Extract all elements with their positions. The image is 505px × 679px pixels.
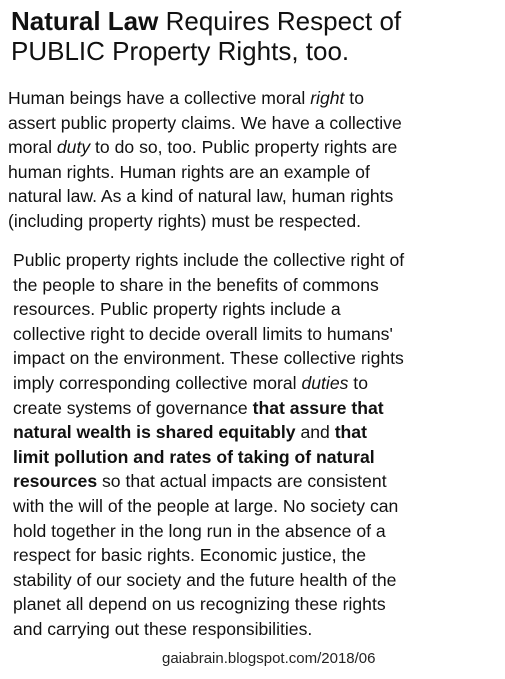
- bold-phrase: natural wealth is shared equitably: [13, 422, 296, 443]
- paragraph-2-line: hold together in the long run in the absence of a: [13, 520, 386, 541]
- paragraph-2-line: resources. Public property rights include a: [13, 299, 341, 320]
- paragraph-2-line: collective right to decide overall limits to humans': [13, 323, 393, 344]
- paragraph-2-line: Public property rights include the collective right of: [13, 250, 405, 270]
- paragraph-1-line: natural law. As a kind of natural law, human rights: [8, 186, 394, 206]
- paragraph-1-line: Human beings have a collective moral right to: [8, 88, 364, 108]
- paragraph-1-line: moral duty to do so, too. Public property rights are: [8, 137, 398, 157]
- bold-phrase: limit pollution and rates of taking of natural: [13, 446, 375, 467]
- paragraph-2-line: stability of our society and the future health of the: [13, 569, 397, 590]
- paragraph-2-line: impact on the environment. These collective rights: [13, 348, 404, 369]
- bold-phrase: that: [334, 422, 367, 443]
- emphasis-duty: duty: [56, 137, 91, 157]
- paragraph-2-line: the people to share in the benefits of commons: [13, 274, 379, 295]
- paragraph-2-line: planet all depend on us recognizing these rights: [13, 594, 386, 615]
- paragraph-2-line: and carrying out these responsibilities.: [13, 618, 313, 639]
- paragraph-1-line: assert public property claims. We have a collective: [8, 112, 402, 133]
- paragraph-2-line: [13, 445, 501, 470]
- paragraph-2-line: natural wealth is shared equitably and that: [13, 422, 367, 443]
- paragraph-2-line: respect for basic rights. Economic justice, the: [13, 545, 367, 566]
- paragraph-2-line: resources so that actual impacts are consistent: [13, 471, 387, 492]
- paragraph-1: [8, 86, 498, 233]
- title-line-2: PUBLIC Property Rights, too.: [11, 36, 350, 66]
- source-url: gaiabrain.blogspot.com/2018/06: [162, 650, 376, 667]
- paragraph-2-line: create systems of governance that assure that: [13, 397, 384, 418]
- paragraph-2-line: imply corresponding collective moral duties to: [13, 372, 368, 393]
- emphasis-duties: duties: [301, 372, 349, 393]
- emphasis-right: right: [310, 88, 345, 108]
- paragraph-1-line: human rights. Human rights are an example of: [8, 161, 370, 182]
- title-bold-part: Natural Law: [11, 6, 159, 36]
- paragraph-2-line: with the will of the people at large. No society can: [13, 495, 399, 516]
- paragraph-2: [13, 248, 501, 642]
- title-rest: Requires Respect of: [158, 6, 402, 36]
- paragraph-1-line: (including property rights) must be respected.: [8, 210, 362, 231]
- bold-phrase: that assure that: [252, 397, 384, 418]
- bold-phrase: resources: [13, 471, 98, 492]
- page-title: [11, 6, 491, 66]
